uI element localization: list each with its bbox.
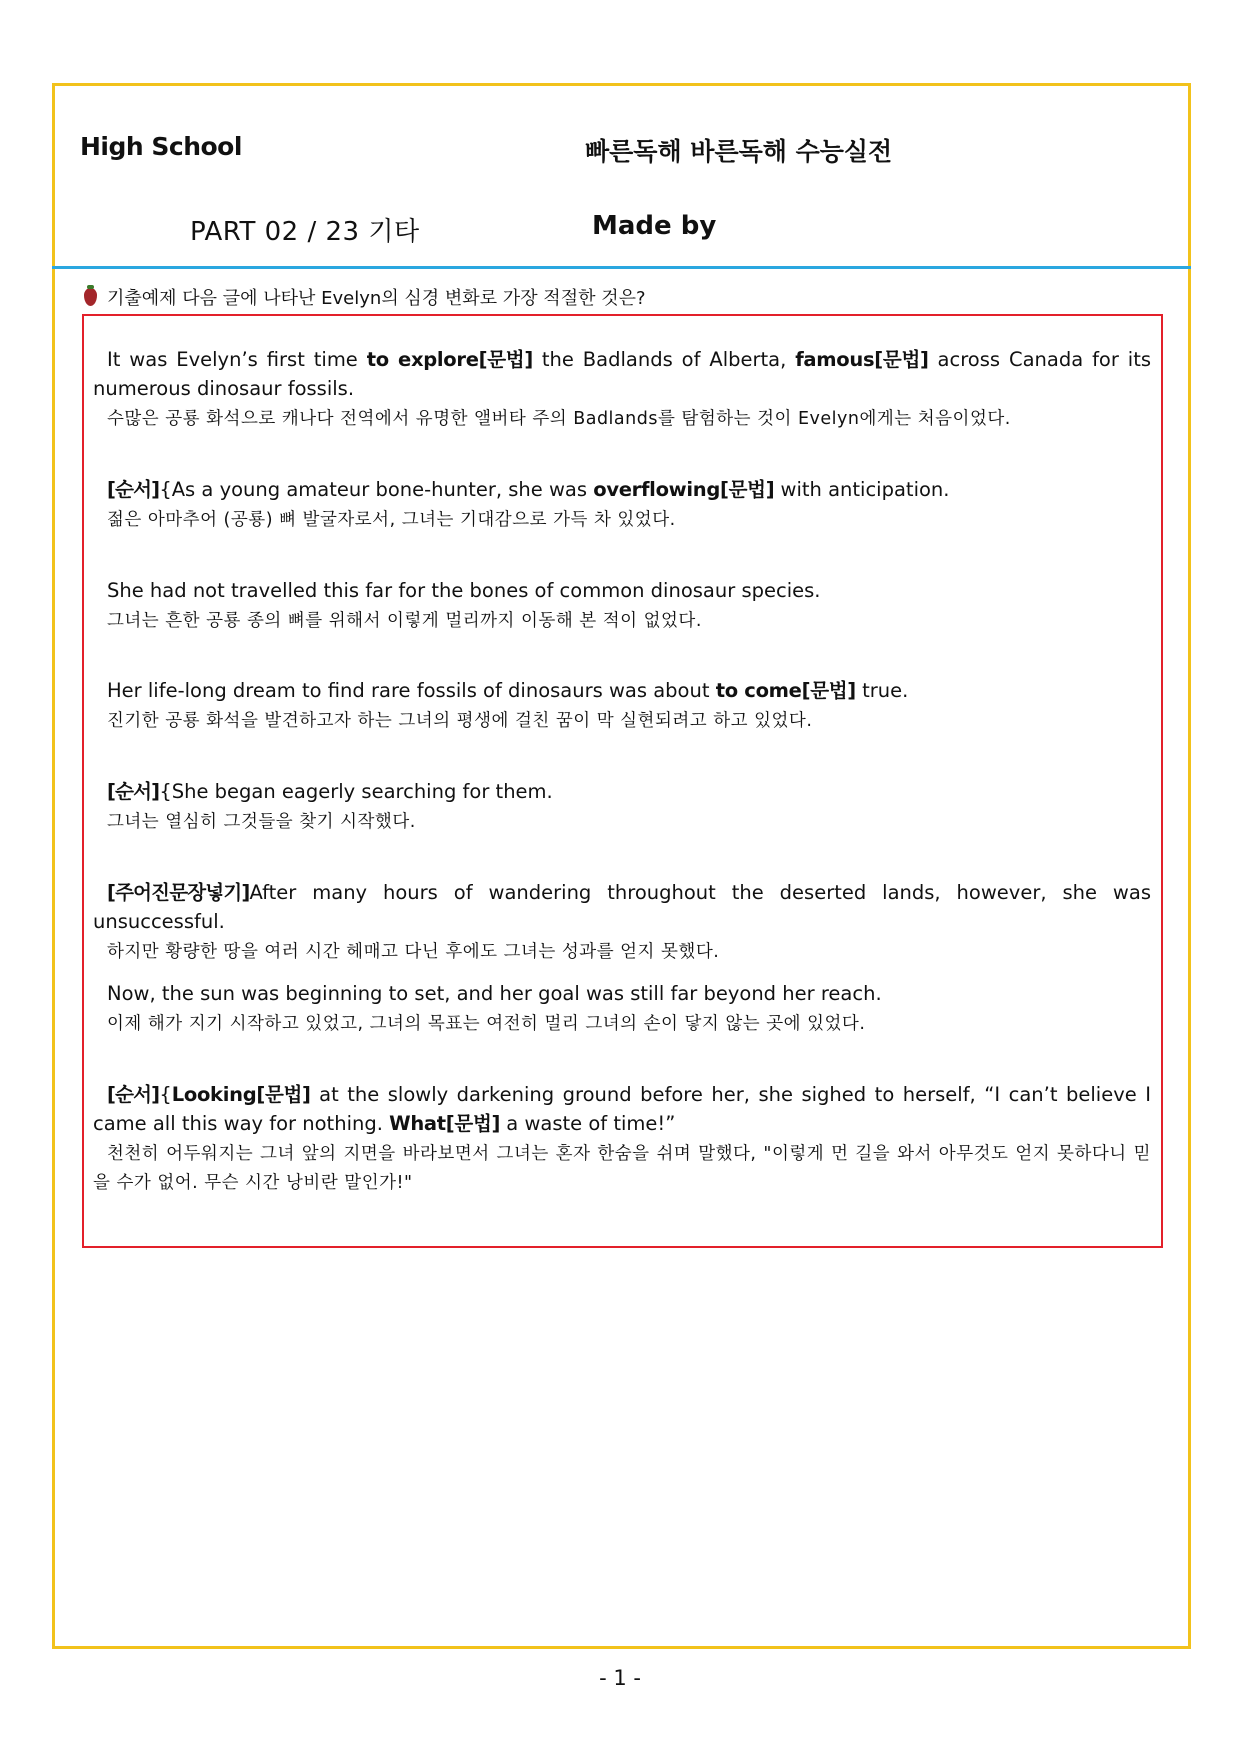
passage-segment-3 <box>93 576 1151 636</box>
sentence-text: { <box>159 1083 172 1106</box>
passage-segment-8 <box>93 1080 1151 1198</box>
korean-translation: 진기한 공룡 화석을 발견하고자 하는 그녀의 평생에 걸친 꿈이 막 실현되려고 하고 있었다. <box>107 711 813 731</box>
page-number: - 1 - <box>599 1666 641 1690</box>
grammar-mark: famous[문법] <box>795 348 929 371</box>
sentence-text: It was Evelyn’s first time <box>107 348 367 371</box>
sentence-text: After many hours of wandering throughout the deserted lands, however, she was unsuccessful. <box>93 881 1151 933</box>
english-sentence <box>93 345 1151 403</box>
grammar-mark: to come[문법] <box>715 679 856 702</box>
korean-translation: 이제 해가 지기 시작하고 있었고, 그녀의 목표는 여전히 멀리 그녀의 손이 닿지 않는 곳에 있었다. <box>107 1014 866 1034</box>
strawberry-icon <box>84 288 97 306</box>
passage-segment-4 <box>93 676 1151 736</box>
korean-translation: 하지만 황량한 땅을 여러 시간 헤매고 다닌 후에도 그녀는 성과를 얻지 못했다. <box>107 942 720 962</box>
sentence-text: She had not travelled this far for the bones of common dinosaur species. <box>107 579 821 602</box>
english-sentence <box>93 576 1151 605</box>
english-sentence <box>93 1080 1151 1138</box>
grammar-mark: What[문법] <box>389 1112 501 1135</box>
sentence-text: true. <box>855 679 909 702</box>
passage-segment-6 <box>93 878 1151 967</box>
part-label: PART 02 / 23 기타 <box>190 217 420 247</box>
sentence-text: across Canada for its numerous dinosaur fossils. <box>93 348 1152 400</box>
question-type-tag: [순서] <box>107 1083 160 1106</box>
korean-translation: 그녀는 흔한 공룡 종의 뼈를 위해서 이렇게 멀리까지 이동해 본 적이 없었다. <box>107 611 702 631</box>
korean-translation: 천천히 어두워지는 그녀 앞의 지면을 바라보면서 그녀는 혼자 한숨을 쉬며 말했다, "이렇게 먼 길을 와서 아무것도 얻지 못하다니 믿을 수가 없어. 무슨 시간 낭비란 말인가!" <box>93 1144 1151 1193</box>
english-sentence <box>93 676 1151 705</box>
grammar-mark: Looking[문법] <box>171 1083 311 1106</box>
english-sentence <box>93 979 1151 1008</box>
sentence-text: {As a young amateur bone-hunter, she was <box>159 478 594 501</box>
english-sentence <box>93 475 1151 504</box>
korean-translation: 젊은 아마추어 (공룡) 뼈 발굴자로서, 그녀는 기대감으로 가득 차 있었다. <box>107 510 676 530</box>
question-type-tag: [순서] <box>107 780 160 803</box>
sentence-text: with anticipation. <box>774 478 950 501</box>
question-type-tag: [순서] <box>107 478 160 501</box>
made-by-label: Made by <box>592 211 717 241</box>
book-title: 빠른독해 바른독해 수능실전 <box>585 137 893 166</box>
grammar-mark: to explore[문법] <box>366 348 533 371</box>
grammar-mark: overflowing[문법] <box>593 478 775 501</box>
sentence-text: the Badlands of Alberta, <box>532 348 796 371</box>
sentence-text: {She began eagerly searching for them. <box>159 780 553 803</box>
passage-segment-2 <box>93 475 1151 535</box>
english-sentence <box>93 878 1151 936</box>
korean-translation: 그녀는 열심히 그것들을 찾기 시작했다. <box>107 812 416 832</box>
question-type-tag: [주어진문장넣기] <box>107 881 250 904</box>
header-divider <box>52 266 1191 269</box>
sentence-text: Her life-long dream to find rare fossils of dinosaurs was about <box>107 679 716 702</box>
question-text: 기출예제 다음 글에 나타난 Evelyn의 심경 변화로 가장 적절한 것은? <box>107 288 646 309</box>
sentence-text: at the slowly darkening ground before her, she sighed to herself, “I can’t believe I came all this way for nothing. <box>93 1083 1151 1135</box>
korean-translation: 수많은 공룡 화석으로 캐나다 전역에서 유명한 앨버타 주의 Badlands를 탐험하는 것이 Evelyn에게는 처음이었다. <box>107 409 1011 429</box>
passage-segment-1 <box>93 345 1151 434</box>
sentence-text: Now, the sun was beginning to set, and her goal was still far beyond her reach. <box>107 982 882 1005</box>
passage-segment-5 <box>93 777 1151 837</box>
sentence-text: a waste of time!” <box>500 1112 676 1135</box>
question-prompt <box>84 284 646 310</box>
school-level-label: High School <box>80 132 242 161</box>
english-sentence <box>93 777 1151 806</box>
passage-segment-7 <box>93 979 1151 1039</box>
